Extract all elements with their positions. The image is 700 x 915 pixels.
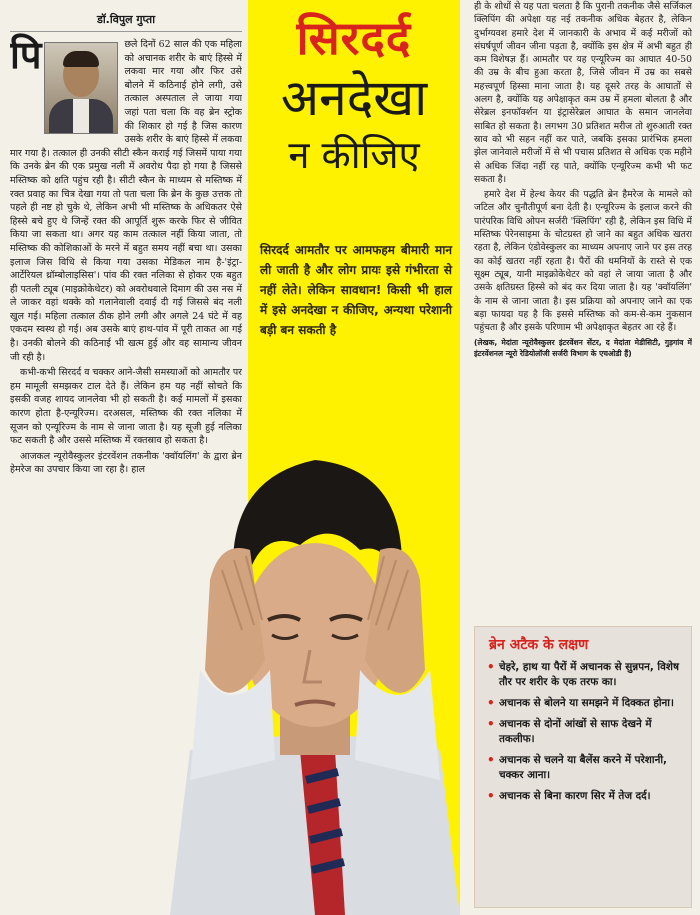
- right-paragraph: ही के शोधों से यह पता चलता है कि पुरानी तकनीक जैसे सर्जिकल क्लिपिंग की अपेक्षा यह नई तकनीक अधिक बेहतर है, लेकिन दुर्भाग्यवश हमारे देश में जानकारी के अभाव में कई मरीजों को संघर्षपूर्ण जीवन जीना पड़ता है, क्योंकि इस क्षेत्र में अभी बहुत ही कम विशेषज्ञ हैं। आमतौर पर यह एन्यूरिज्म का आघात 40-50 की उम्र के बीच हुआ करता है, जिसे जीवन में उम्र का सबसे महत्त्वपूर्ण हिस्सा माना जाता है। यह दूसरे तरह के आघातों से अलग है, क्योंकि यह अपेक्षाकृत कम उम्र में हमला बोलता है और सेरेब्रल इनफॉर्क्शन या इंट्रासेरेब्रल आघात के समान जानलेवा साबित हो सकता है। लगभग 30 प्रतिशत मरीज तो शुरुआती रक्त स्राव को भी सहन नहीं कर पाते, जबकि इसका प्रारंभिक हमला झेल जानेवाले मरीजों में से भी पचास प्रतिशत से अधिक एक महीने से अधिक जिंदा नहीं रह पाते, क्योंकि एन्यूरिज्म कभी भी फट सकता है।: [474, 1, 692, 185]
- drop-cap: पि: [10, 32, 42, 77]
- left-paragraph: कभी-कभी सिरदर्द व चक्कर आने-जैसी समस्याओं को आमतौर पर हम मामूली समझकर टाल देते हैं। लेकिन हम यह नहीं सोचते कि इसकी वजह शायद जानलेवा भी हो सकती है। कई मामलों में इसका कारण होता है-एन्यूरिज्म। दरअसल, मस्तिष्क की रक्त नलिका में सूजन को एन्यूरिज्म के नाम से जाना जाता है। यह सूजी हुई नलिका फट सकती है और उससे मस्तिष्क में रक्तस्राव हो सकता है।: [10, 367, 242, 447]
- symptom-item: • अचानक से दोनों आंखों से साफ देखने में तकलीफ।: [487, 717, 683, 747]
- right-paragraph: हमारे देश में हेल्थ केयर की पद्धति ब्रेन हैमरेज के मामले को जटिल और चुनौतीपूर्ण बना देती है। एन्यूरिज्म के इलाज करने की पारंपरिक विधि ओपन सर्जरी 'क्लिपिंग' रही है, लेकिन इस विधि में मस्तिष्क पेरेनसाइमा के चोटग्रस्त हो जाने का बहुत अधिक खतरा रहता है, लेकिन एंडोवेस्कुलर का माध्यम अपनाए जाने पर इस तरह का कोई खतरा नहीं रहता है। पैरों की धमनियों के रास्ते से एक सूक्ष्म ट्यूब, यानी माइक्रोकेथेटर को वहां ले जाया जाता है और उसके क्षतिग्रस्त हिस्से को बंद कर दिया जाता है। यह 'क्वॉयलिंग' के नाम से जाना जाता है। इस प्रक्रिया को अपनाए जाने का एक बड़ा फायदा यह है कि इससे मस्तिष्क को कम-से-कम नुकसान पहुंचता है और इसके परिणाम भी अपेक्षाकृत बेहतर आ रहे हैं।: [474, 189, 692, 334]
- symptom-item: • अचानक से बोलने या समझने में दिक्कत होना।: [487, 696, 683, 711]
- headline-line-1: सिरदर्द: [296, 11, 412, 65]
- headache-man-photo: [150, 420, 480, 915]
- author-byline: डॉ.विपुल गुप्ता: [10, 10, 242, 32]
- author-photo: [44, 42, 118, 134]
- intro-text: सिरदर्द आमतौर पर आमफहम बीमारी मान ली जाती है और लोग प्रायः इसे गंभीरता से नहीं लेते। लेकिन सावधान! किसी भी हाल में इसे अनदेखा न कीजिए, अन्यथा परेशानी बड़ी बन सकती है: [260, 243, 452, 337]
- right-column: [474, 0, 692, 625]
- left-paragraph: छले दिनों 62 साल की एक महिला को अचानक शरीर के बाएं हिस्से में लकवा मार गया और फिर उसे बोलने में कठिनाई होने लगी, उसे तत्काल अस्पताल ले जाया गया जहां पता चला कि वह ब्रेन स्ट्रोक की शिकार हो गई है जिस कारण उसके शरीर के बाएं हिस्से में लकवा मार गया है। तत्काल ही उनकी सीटी स्कैन कराई गई जिसमें पाया गया कि उनके ब्रेन की एक प्रमुख नली में अवरोध पैदा हो गया है जिससे मस्तिष्क को क्षति पहुंच रही है। सीटी स्कैन के माध्यम से मस्तिष्क में रक्त प्रवाह का चित्र देखा गया तो पता चला कि ब्रेन के कुछ उत्तक तो पहले ही नष्ट हो चुके थे, लेकिन अभी भी मस्तिष्क के अधिकतर ऐसे हिस्से बचे हुए थे जिन्हें रक्त की आपूर्ति शुरू करके फिर से जीवित किया जा सकता था। अगर यह काम तत्काल नहीं किया जाता, तो मस्तिष्क की कोशिकाओं के मरने में बहुत समय नहीं बचा था। उसका इलाज जिस विधि से किया गया उसका मेडिकल नाम है-'इंट्रा-आर्टेरियल थ्रॉम्बोलाइसिस'। पांव की रक्त नलिका से होकर एक बहुत ही पतली ट्यूब (माइक्रोकेथेटर) को अवरोधवाले दिमाग की उस नस में ले जाकर वहां थक्के को गलानेवाली दवाई दी गई जिससे बंद नली खुल गई। महिला तत्काल ठीक होने लगी और अगले 24 घंटे में वह एकदम स्वस्थ हो गई। अब उसके बाएं हाथ-पांव में पूरी ताकत आ गई है। उनकी बोलने की कठिनाई भी खत्म हुई और वह सामान्य जीवन जी रही है।: [10, 39, 242, 363]
- symptoms-box: [474, 626, 692, 908]
- right-body-text: [474, 0, 692, 334]
- symptom-item: • अचानक से बिना कारण सिर में तेज दर्द।: [487, 789, 683, 804]
- left-paragraph: आजकल न्यूरोवैस्कुलर इंटरवेंशन तकनीक 'क्वॉयलिंग' के द्वारा ब्रेन हेमरेज का उपचार किया जा रहा है। हाल: [10, 450, 242, 476]
- left-body-text: [10, 32, 242, 477]
- symptom-item: • चेहरे, हाथ या पैरों में अचानक से सुन्नपन, विशेष तौर पर शरीर के एक तरफ का।: [487, 660, 683, 690]
- headline-line-2: अनदेखा: [280, 69, 428, 127]
- symptoms-title: ब्रेन अटैक के लक्षण: [489, 637, 589, 653]
- symptoms-list: [475, 660, 691, 804]
- symptom-item: • अचानक से चलने या बैलेंस करने में परेशानी, चक्कर आना।: [487, 753, 683, 783]
- author-credit: (लेखक, मेदांता न्यूरोवैस्कुलर इंटरवेंशन सेंटर, द मेदांता मेडीसिटी, गुड़गांव में इंटरवेंशनल न्यूरो रेडियोलॉजी सर्जरी विभाग के एचओडी हैं): [474, 338, 692, 359]
- headline-line-3: न कीजिए: [288, 133, 420, 177]
